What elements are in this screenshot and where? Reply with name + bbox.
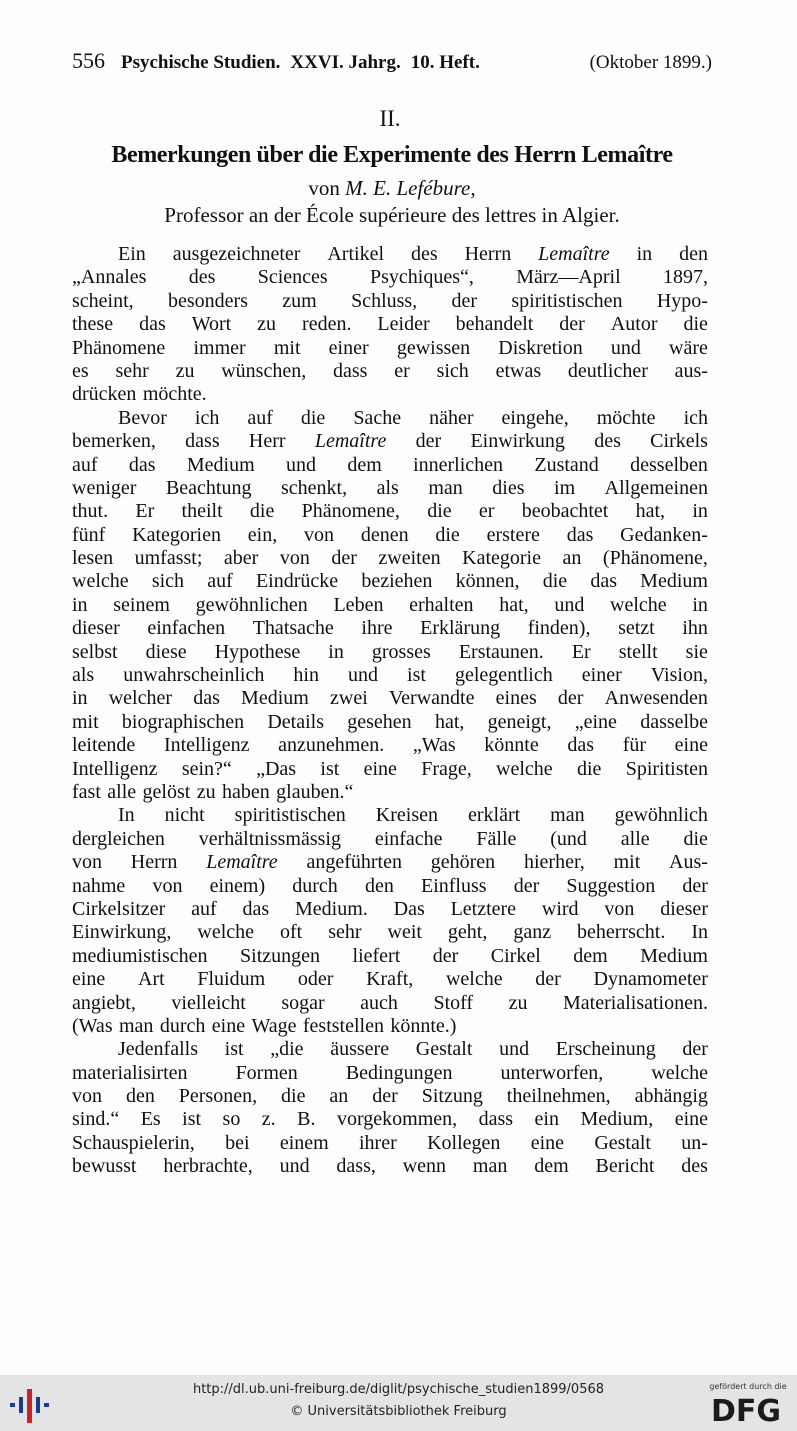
text-line: als unwahrscheinlich hin und ist gelegentlich einer Vision, — [72, 664, 708, 687]
text-line: Cirkelsitzer auf das Medium. Das Letztere wird von dieser — [72, 897, 708, 920]
text-line: bemerken, dass Herr Lemaître der Einwirkung des Cirkels — [72, 430, 708, 453]
text-line: mediumistischen Sitzungen liefert der Cirkel dem Medium — [72, 944, 708, 967]
text-line: Einwirkung, welche oft sehr weit geht, ganz beherrscht. In — [72, 921, 708, 944]
text-line: (Was man durch eine Wage feststellen könnte.) — [72, 1014, 457, 1037]
text-line: in seinem gewöhnlichen Leben erhalten hat, und welche in — [72, 593, 708, 616]
text-line: In nicht spiritistischen Kreisen erklärt man gewöhnlich — [118, 804, 708, 827]
article-body — [72, 243, 708, 1179]
text-line: fast alle gelöst zu haben glauben.“ — [72, 780, 354, 803]
text-line: Intelligenz sein?“ „Das ist eine Frage, welche die Spiritisten — [72, 757, 708, 780]
author-affiliation: Professor an der École supérieure des lettres in Algier. — [164, 203, 620, 227]
text-line: drücken möchte. — [72, 383, 207, 406]
volume-label: XXVI. Jahrg. — [290, 52, 401, 73]
text-line: selbst diese Hypothese in grosses Erstaunen. Er stellt sie — [72, 640, 708, 663]
text-line: von den Personen, die an der Sitzung theilnehmen, abhängig — [72, 1085, 708, 1108]
text-line: „Annales des Sciences Psychiques“, März—April 1897, — [72, 266, 708, 289]
text-line: Jedenfalls ist „die äussere Gestalt und Erscheinung der — [118, 1038, 708, 1061]
text-line: in welcher das Medium zwei Verwandte eines der Anwesenden — [72, 687, 708, 710]
text-line: dieser einfachen Thatsache ihre Erklärung finden), setzt ihn — [72, 617, 708, 640]
text-line: angiebt, vielleicht sogar auch Stoff zu Materialisationen. — [72, 991, 708, 1014]
author-name: M. E. Lefébure, — [345, 176, 476, 200]
text-line: Bevor ich auf die Sache näher eingehe, möchte ich — [118, 406, 708, 429]
text-line: eine Art Fluidum oder Kraft, welche der Dynamometer — [72, 968, 708, 991]
article-title: Bemerkungen über die Experimente des Herrn Lemaître — [111, 142, 673, 168]
text-line: Schauspielerin, bei einem ihrer Kollegen eine Gestalt un- — [72, 1131, 708, 1154]
dfg-logo-icon — [703, 1392, 789, 1426]
funder-caption: gefördert durch die — [709, 1382, 787, 1391]
text-line: leitende Intelligenz anzunehmen. „Was könnte das für eine — [72, 734, 708, 757]
section-number: II. — [379, 106, 401, 131]
text-line: weniger Beachtung schenkt, als man dies im Allgemeinen — [72, 476, 708, 499]
text-line: bewusst herbrachte, und dass, wenn man dem Bericht des — [72, 1155, 708, 1178]
page-number: 556 — [72, 48, 105, 73]
byline-prefix: von — [308, 176, 340, 200]
text-line: auf das Medium und dem innerlichen Zustand desselben — [72, 453, 708, 476]
text-line: lesen umfasst; aber von der zweiten Kategorie an (Phänomene, — [72, 547, 708, 570]
running-header — [72, 48, 712, 76]
text-line: welche sich auf Eindrücke beziehen können, die das Medium — [72, 570, 708, 593]
text-line: fünf Kategorien ein, von denen die erstere das Gedanken- — [72, 523, 708, 546]
text-line: materialisirten Formen Bedingungen unterworfen, welche — [72, 1061, 708, 1084]
source-url[interactable]: http://dl.ub.uni-freiburg.de/diglit/psychische_studien1899/0568 — [192, 1382, 605, 1397]
text-line: Phänomene immer mit einer gewissen Diskretion und wäre — [72, 336, 708, 359]
text-line: es sehr zu wünschen, dass er sich etwas deutlicher aus- — [72, 359, 708, 382]
text-line: von Herrn Lemaître angeführten gehören hierher, mit Aus- — [72, 851, 708, 874]
copyright-notice: © Universitätsbibliothek Freiburg — [290, 1404, 507, 1419]
text-line: Ein ausgezeichneter Artikel des Herrn Lemaître in den — [118, 243, 708, 265]
byline — [72, 176, 712, 201]
issue-date: (Oktober 1899.) — [589, 52, 712, 73]
text-line: dergleichen verhältnissmässig einfache Fälle (und alle die — [72, 827, 708, 850]
issue-label: 10. Heft. — [410, 52, 480, 73]
journal-name: Psychische Studien. — [121, 52, 281, 73]
text-line: these das Wort zu reden. Leider behandelt der Autor die — [72, 313, 708, 336]
text-line: thut. Er theilt die Phänomene, die er beobachtet hat, in — [72, 500, 708, 523]
text-line: mit biographischen Details gesehen hat, geneigt, „eine dasselbe — [72, 710, 708, 733]
dfg-logo-text: DFG — [710, 1394, 782, 1426]
text-line: scheint, besonders zum Schluss, der spiritistischen Hypo- — [72, 289, 708, 312]
text-line: nahme von einem) durch den Einfluss der Suggestion der — [72, 874, 708, 897]
text-line: sind.“ Es ist so z. B. vorgekommen, dass ein Medium, eine — [72, 1108, 708, 1131]
